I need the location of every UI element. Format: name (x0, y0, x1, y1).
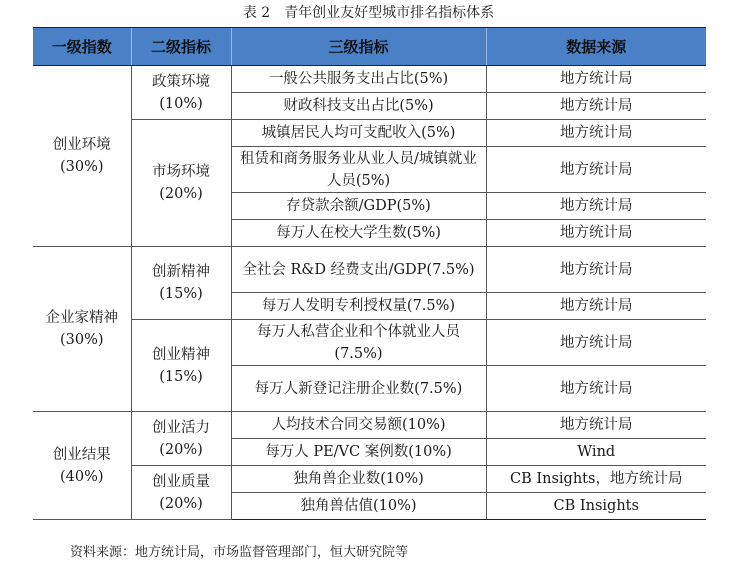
indicator-cell: 人均技术合同交易额(10%) (231, 412, 486, 439)
header-level1: 一级指数 (33, 28, 131, 66)
level1-cell (33, 66, 131, 247)
source-cell: 地方统计局 (486, 220, 706, 247)
source-cell: 地方统计局 (486, 120, 706, 147)
level1-cell (33, 247, 131, 412)
indicator-cell: 全社会 R&D 经费支出/GDP(7.5%) (231, 247, 486, 293)
level1-cell (33, 412, 131, 520)
level2-cell (131, 247, 231, 320)
table-row (33, 412, 706, 439)
level2-cell (131, 120, 231, 247)
table-number: 表 2 (242, 5, 271, 21)
level2-weight: (10%) (159, 95, 203, 112)
indicator-cell: 每万人发明专利授权量(7.5%) (231, 293, 486, 320)
level2-name: 政策环境 (152, 73, 210, 90)
header-level3: 三级指标 (231, 28, 486, 66)
source-cell: 地方统计局 (486, 193, 706, 220)
source-cell: Wind (486, 439, 706, 466)
table-row (33, 320, 706, 366)
source-cell: 地方统计局 (486, 93, 706, 120)
table-caption (0, 3, 737, 23)
level2-cell (131, 412, 231, 466)
indicator-cell: 每万人在校大学生数(5%) (231, 220, 486, 247)
level2-name: 创业质量 (152, 473, 210, 490)
table-row (33, 466, 706, 493)
source-cell: CB Insights，地方统计局 (486, 466, 706, 493)
source-cell: 地方统计局 (486, 320, 706, 366)
indicator-table (33, 27, 706, 520)
level1-name: 创业结果 (52, 446, 111, 463)
indicator-cell: 每万人新登记注册企业数(7.5%) (231, 366, 486, 412)
header-level2: 二级指标 (131, 28, 231, 66)
level2-name: 市场环境 (152, 164, 210, 180)
level2-weight: (20%) (159, 441, 203, 458)
source-cell: 地方统计局 (486, 66, 706, 93)
indicator-cell: 租赁和商务服务业从业人员/城镇就业人员(5%) (231, 147, 486, 193)
level1-name: 企业家精神 (45, 310, 118, 326)
level1-weight: (40%) (59, 468, 104, 485)
level2-cell (131, 66, 231, 120)
table-row (33, 247, 706, 293)
header-source: 数据来源 (486, 28, 706, 66)
level2-name: 创新精神 (152, 264, 210, 280)
source-cell: CB Insights (486, 493, 706, 520)
table-row (33, 120, 706, 147)
source-cell: 地方统计局 (486, 147, 706, 193)
level2-name: 创业活力 (152, 419, 210, 436)
source-cell: 地方统计局 (486, 293, 706, 320)
indicator-cell: 财政科技支出占比(5%) (231, 93, 486, 120)
indicator-cell: 一般公共服务支出占比(5%) (231, 66, 486, 93)
table-title: 青年创业友好型城市排名指标体系 (284, 5, 495, 21)
table-row (33, 66, 706, 93)
level2-weight: (20%) (159, 186, 203, 202)
level2-weight: (15%) (159, 286, 203, 302)
indicator-cell: 独角兽估值(10%) (231, 493, 486, 520)
level2-cell (131, 320, 231, 412)
indicator-cell: 每万人 PE/VC 案例数(10%) (231, 439, 486, 466)
indicator-cell: 城镇居民人均可支配收入(5%) (231, 120, 486, 147)
indicator-cell: 独角兽企业数(10%) (231, 466, 486, 493)
level2-weight: (20%) (159, 495, 203, 512)
level2-cell (131, 466, 231, 520)
level1-weight: (30%) (59, 332, 104, 348)
source-note: 资料来源：地方统计局，市场监督管理部门，恒大研究院等 (70, 545, 409, 560)
source-cell: 地方统计局 (486, 366, 706, 412)
level2-weight: (15%) (159, 368, 203, 385)
indicator-cell: 存贷款余额/GDP(5%) (231, 193, 486, 220)
source-cell: 地方统计局 (486, 247, 706, 293)
source-cell: 地方统计局 (486, 412, 706, 439)
indicator-cell: 每万人私营企业和个体就业人员(7.5%) (231, 320, 486, 366)
level1-weight: (30%) (59, 159, 104, 175)
level2-name: 创业精神 (152, 346, 210, 363)
header-row (33, 28, 706, 66)
level1-name: 创业环境 (52, 137, 111, 153)
